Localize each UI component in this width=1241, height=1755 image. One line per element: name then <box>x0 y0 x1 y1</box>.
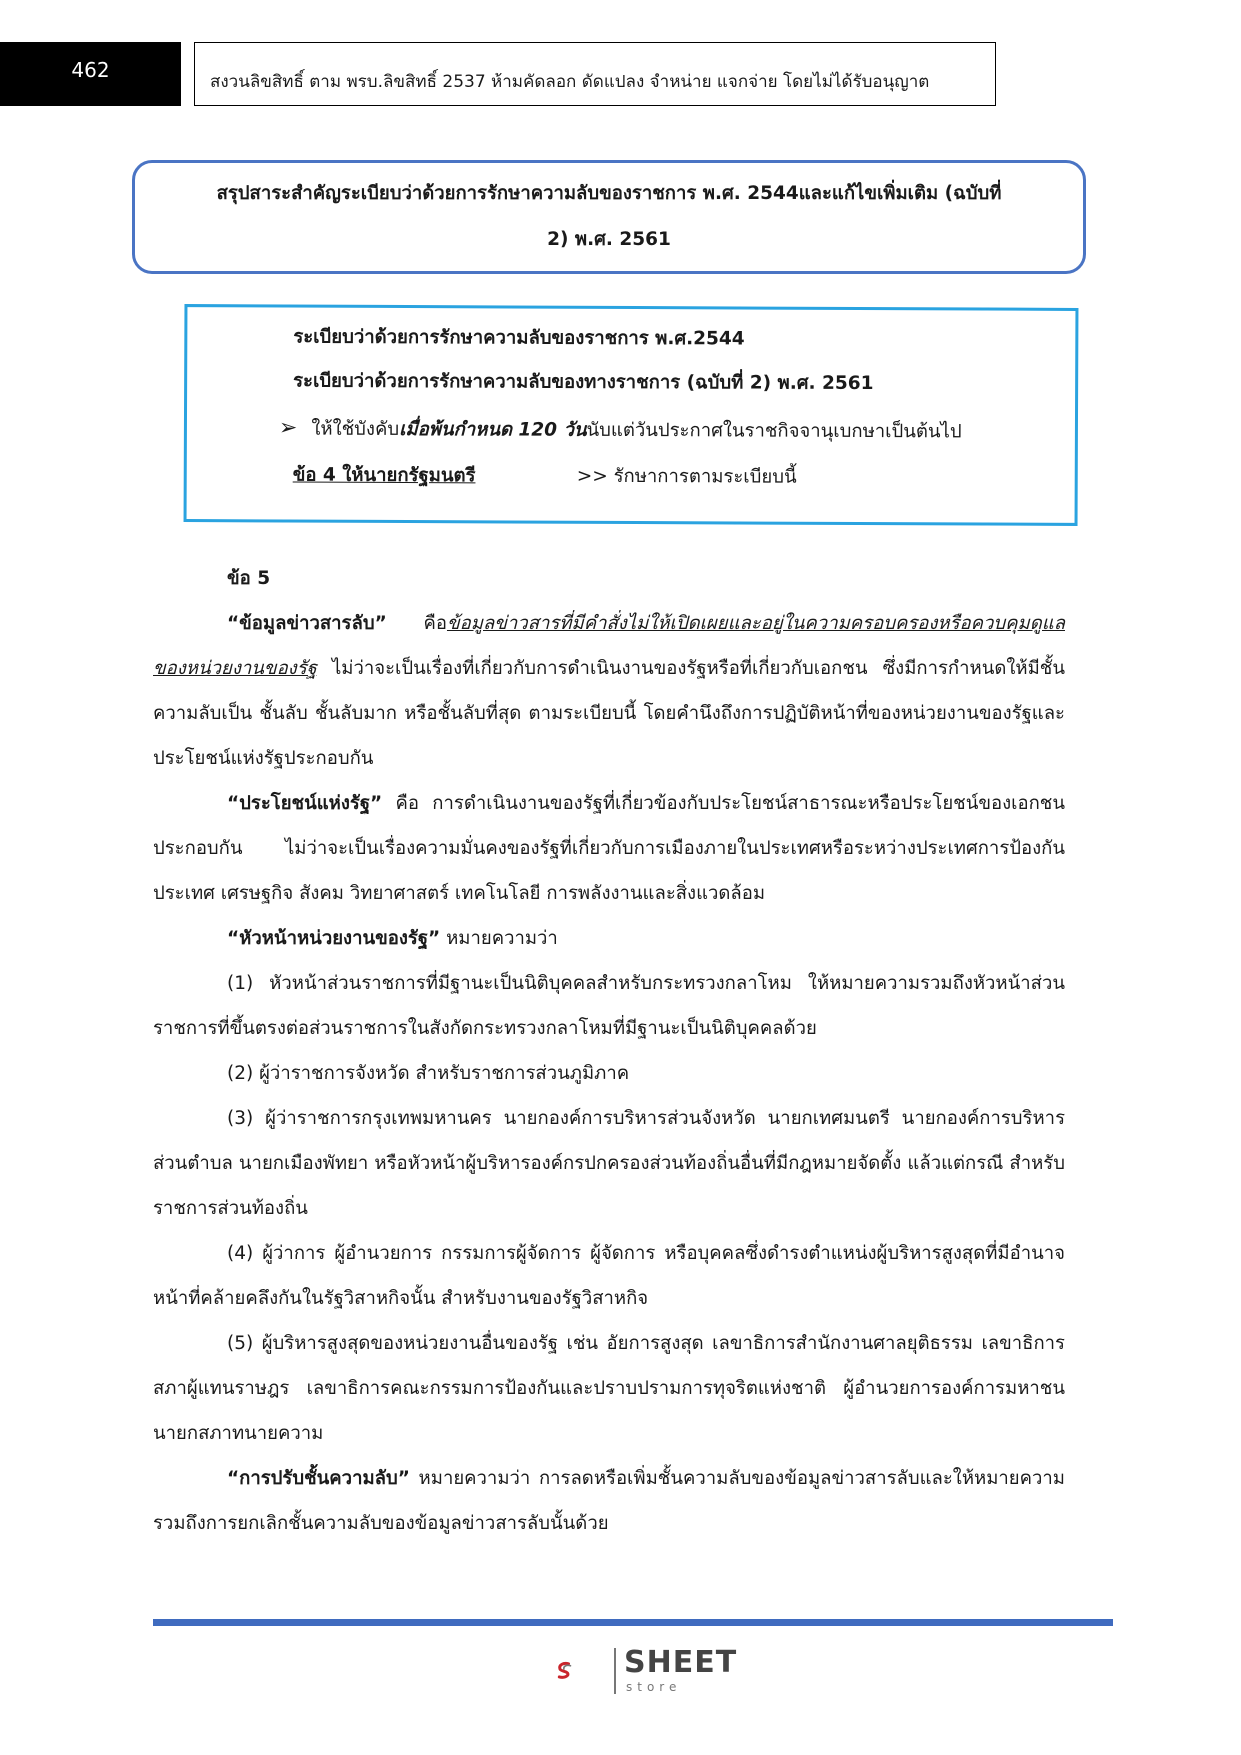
def-state-benefit-term: “ประโยชน์แห่งรัฐ” <box>227 793 383 814</box>
footer-rule <box>153 1619 1113 1626</box>
def-secret-info-emphasis: ข้อมูลข่าวสารที่มีคำสั่งไม่ให้เปิดเผยและอยู่ในความครอบครองหรือควบคุมดูแลของหน่วยงานของรัฐ <box>153 613 1065 679</box>
page-number-box <box>0 42 181 106</box>
def-reclassification <box>153 1456 1065 1546</box>
def-secret-info-term: “ข้อมูลข่าวสารลับ” <box>227 613 387 634</box>
list-item: (5) ผู้บริหารสูงสุดของหน่วยงานอื่นของรัฐ เช่น อัยการสูงสุด เลขาธิการสำนักงานศาลยุติธรรม เลขาธิการสภาผู้แทนราษฎร เลขาธิการคณะกรรมการป้องกันและปราบปรามการทุจริตแห่งชาติ ผู้อำนวยการองค์การมหาชน นายกสภาทนายความ <box>153 1333 1065 1444</box>
effective-prefix: ให้ใช้บังคับ <box>311 418 400 440</box>
clause4-line <box>292 461 797 491</box>
arrow-bullet-icon: ➢ <box>278 415 298 441</box>
effective-emphasis: เมื่อพ้นกำหนด 120 วัน <box>399 418 587 441</box>
def-state-benefit-text: คือ การดำเนินงานของรัฐที่เกี่ยวข้องกับประโยชน์สาธารณะหรือประโยชน์ของเอกชนประกอบกัน ไม่ว่าจะเป็นเรื่องความมั่นคงของรัฐที่เกี่ยวกับการเมืองภายในประเทศหรือระหว่างประเทศการป้องกันประเทศ เศรษฐกิจ สังคม วิทยาศาสตร์ เทคโนโลยี การพลังงานและสิ่งแวดล้อม <box>153 793 1065 904</box>
list-item: (4) ผู้ว่าการ ผู้อำนวยการ กรรมการผู้จัดการ ผู้จัดการ หรือบุคคลซึ่งดำรงตำแหน่งผู้บริหารสูงสุดที่มีอำนาจหน้าที่คล้ายคลึงกันในรัฐวิสาหกิจนั้น สำหรับงานของรัฐวิสาหกิจ <box>153 1243 1065 1309</box>
def-state-benefit <box>153 781 1065 916</box>
copyright-notice: สงวนลิขสิทธิ์ ตาม พรบ.ลิขสิทธิ์ 2537 ห้ามคัดลอก ดัดแปลง จำหน่าย แจกจ่าย โดยไม่ได้รับอนุญาต <box>210 72 930 92</box>
page-number: 462 <box>71 58 110 82</box>
def-reclassification-term: “การปรับชั้นความลับ” <box>227 1468 410 1489</box>
def-agency-head-text: หมายความว่า <box>440 928 558 949</box>
def-secret-info-prefix: คือ <box>386 613 447 634</box>
list-item: (1) หัวหน้าส่วนราชการที่มีฐานะเป็นนิติบุคคลสำหรับกระทรวงกลาโหม ให้หมายความรวมถึงหัวหน้าส่วนราชการที่ขึ้นตรงต่อส่วนราชการในสังกัดกระทรวงกลาโหมที่มีฐานะเป็นนิติบุคคลด้วย <box>153 973 1065 1039</box>
regulation-2544: ระเบียบว่าด้วยการรักษาความลับของราชการ พ.ศ.2544 <box>293 326 745 350</box>
list-item: (3) ผู้ว่าราชการกรุงเทพมหานคร นายกองค์การบริหารส่วนจังหวัด นายกเทศมนตรี นายกองค์การบริหารส่วนตำบล นายกเมืองพัทยา หรือหัวหน้าผู้บริหารองค์กรปกครองส่วนท้องถิ่นอื่นที่มีกฎหมายจัดตั้ง แล้วแต่กรณี สำหรับราชการส่วนท้องถิ่น <box>153 1108 1065 1219</box>
clause4-label: ข้อ 4 ให้นายกรัฐมนตรี <box>292 464 476 487</box>
effective-date-bullet <box>279 414 962 446</box>
logo-text-sheet: SHEET <box>624 1645 738 1680</box>
def-agency-head-term: “หัวหน้าหน่วยงานของรัฐ” <box>227 928 441 949</box>
clause4-action: >> รักษาการตามระเบียบนี้ <box>576 465 797 488</box>
effective-suffix: นับแต่วันประกาศในราชกิจจานุเบกษาเป็นต้นไป <box>586 419 962 443</box>
summary-title-box <box>132 160 1086 274</box>
regulations-box <box>184 304 1079 526</box>
sheet-store-s-logo-icon <box>556 1643 612 1699</box>
clause5-heading: ข้อ 5 <box>227 568 271 589</box>
copyright-header <box>194 42 996 106</box>
regulation-2561: ระเบียบว่าด้วยการรักษาความลับของทางราชการ (ฉบับที่ 2) พ.ศ. 2561 <box>293 370 874 395</box>
def-secret-info <box>153 601 1065 781</box>
def-reclassification-text: หมายความว่า การลดหรือเพิ่มชั้นความลับของข้อมูลข่าวสารลับและให้หมายความรวมถึงการยกเลิกชั้นความลับของข้อมูลข่าวสารลับนั้นด้วย <box>153 1468 1065 1534</box>
clause5-body <box>153 556 1065 1546</box>
summary-title-line1: สรุปสาระสำคัญระเบียบว่าด้วยการรักษาความลับของราชการ พ.ศ. 2544และแก้ไขเพิ่มเติม (ฉบับที่ <box>216 183 1002 204</box>
summary-title-line2: 2) พ.ศ. 2561 <box>547 229 671 250</box>
def-agency-head <box>153 916 1065 961</box>
logo-text-store: store <box>626 1680 682 1694</box>
logo-divider <box>614 1648 616 1694</box>
def-secret-info-text: ไม่ว่าจะเป็นเรื่องที่เกี่ยวกับการดำเนินงานของรัฐหรือที่เกี่ยวกับเอกชน ซึ่งมีการกำหนดให้มีชั้นความลับเป็น ชั้นลับ ชั้นลับมาก หรือชั้นลับที่สุด ตามระเบียบนี้ โดยคำนึงถึงการปฏิบัติหน้าที่ของหน่วยงานของรัฐและประโยชน์แห่งรัฐประกอบกัน <box>153 658 1065 769</box>
list-item: (2) ผู้ว่าราชการจังหวัด สำหรับราชการส่วนภูมิภาค <box>227 1063 630 1084</box>
